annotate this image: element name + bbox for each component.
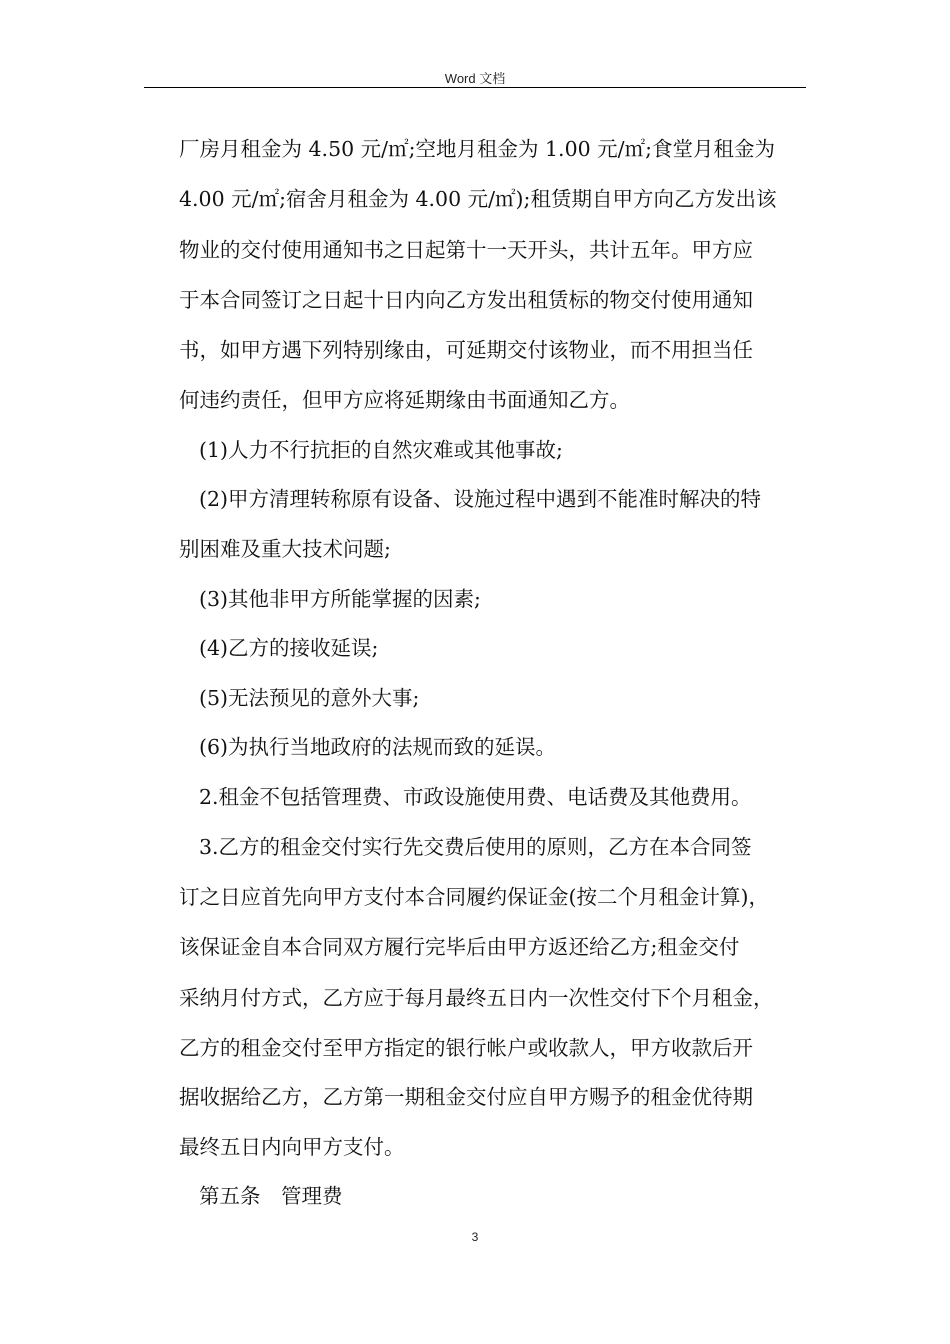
text-line: 何违约责任，但甲方应将延期缘由书面通知乙方。 xyxy=(179,388,630,412)
text-line: 采纳月付方式，乙方应于每月最终五日内一次性交付下个月租金， xyxy=(179,986,774,1010)
text-line: 厂房月租金为 4.50 元/㎡;空地月租金为 1.00 元/㎡;食堂月租金为 xyxy=(179,137,775,161)
header-divider xyxy=(144,87,806,88)
list-item: (2)甲方清理转称原有设备、设施过程中遇到不能准时解决的特 xyxy=(199,487,762,511)
text-line: 于本合同签订之日起十日内向乙方发出租赁标的物交付使用通知 xyxy=(179,288,753,312)
list-item: (3)其他非甲方所能掌握的因素; xyxy=(199,587,481,611)
text-line: 据收据给乙方，乙方第一期租金交付应自甲方赐予的租金优待期 xyxy=(179,1085,753,1109)
text-line: 该保证金自本合同双方履行完毕后由甲方返还给乙方;租金交付 xyxy=(179,935,740,959)
text-line: 书，如甲方遇下列特别缘由，可延期交付该物业，而不用担当任 xyxy=(179,338,753,362)
header-title: Word 文档 xyxy=(444,71,506,86)
text-line: 乙方的租金交付至甲方指定的银行帐户或收款人，甲方收款后开 xyxy=(179,1036,753,1060)
text-line: 最终五日内向甲方支付。 xyxy=(179,1135,405,1159)
page-number: 3 xyxy=(471,1230,479,1244)
list-item: (5)无法预见的意外大事; xyxy=(199,686,420,710)
clause-item: 2.租金不包括管理费、市政设施使用费、电话费及其他费用。 xyxy=(199,785,752,809)
list-item: (4)乙方的接收延误; xyxy=(199,636,379,660)
text-line: 4.00 元/㎡;宿舍月租金为 4.00 元/㎡);租赁期自甲方向乙方发出该 xyxy=(179,187,777,211)
text-line: 物业的交付使用通知书之日起第十一天开头，共计五年。甲方应 xyxy=(179,238,753,262)
clause-item: 3.乙方的租金交付实行先交费后使用的原则，乙方在本合同签 xyxy=(199,835,752,859)
section-heading: 第五条 管理费 xyxy=(199,1184,343,1208)
list-item: (1)人力不行抗拒的自然灾难或其他事故; xyxy=(199,438,563,462)
list-item: (6)为执行当地政府的法规而致的延误。 xyxy=(199,735,557,759)
text-line: 别困难及重大技术问题; xyxy=(179,537,391,561)
text-line: 订之日应首先向甲方支付本合同履约保证金(按二个月租金计算)， xyxy=(179,885,769,909)
